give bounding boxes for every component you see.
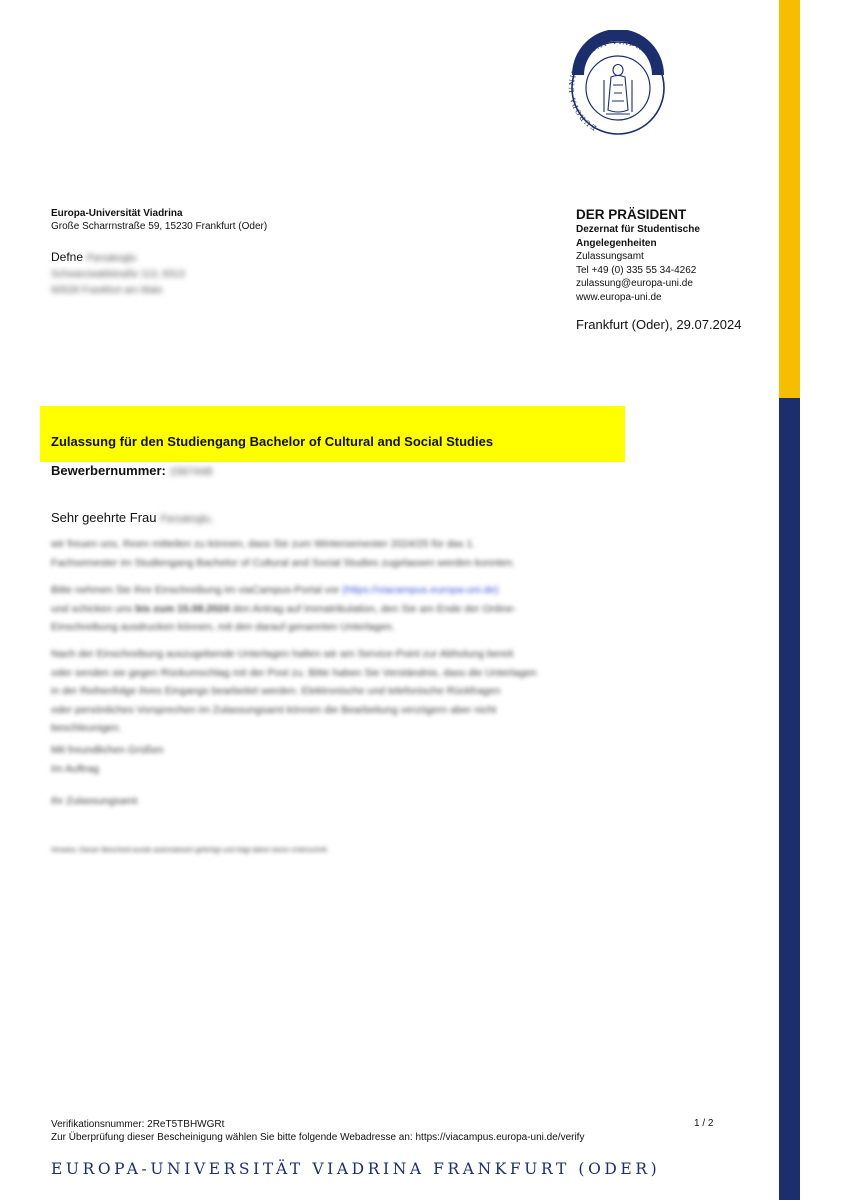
recipient-city: 60528 Frankfurt am Main [51, 285, 163, 296]
applicant-number-line [51, 463, 212, 478]
body-line: wir freuen uns, Ihnen mitteilen zu können, dass Sie zum Wintersemester 2024/25 für das 1. [51, 538, 476, 550]
body-line: oder persönliches Vorsprechen im Zulassungsamt können die Bearbeitung verzögern aber nicht [51, 703, 497, 716]
body-line: Fachsemester im Studiengang Bachelor of Cultural and Social Studies zugelassen werden konnten. [51, 556, 516, 569]
closing-line: Im Auftrag [51, 762, 99, 775]
viacampus-link[interactable]: (https://viacampus.europa-uni.de) [342, 584, 499, 596]
body-line: beschleunigen. [51, 722, 122, 734]
body-paragraph-1 [51, 535, 716, 572]
department-office: Zulassungsamt [576, 251, 644, 262]
university-seal-icon [566, 30, 670, 140]
closing-line: Mit freundlichen Grüßen [51, 744, 164, 756]
body-paragraph-3 [51, 645, 716, 738]
recipient-street: Schwarzwaldstraße 113, 8313 [51, 269, 185, 280]
deadline: bis zum 15.08.2024 [135, 602, 230, 615]
body-line: Bitte nehmen Sie Ihre Einschreibung im viaCampus-Portal vor (https://viacampus.europa-uni.de) [51, 584, 499, 596]
verify-hint: Zur Überprüfung dieser Bescheinigung wählen Sie bitte folgende Webadresse an: https://viacampus.europa-uni.de/verify [51, 1132, 585, 1143]
body-paragraph-2 [51, 581, 716, 637]
sender-address: Große Scharrnstraße 59, 15230 Frankfurt (Oder) [51, 221, 268, 232]
body-line: oder senden sie gegen Rückumschlag mit der Post zu. Bitte haben Sie Verständnis, dass die Unterlagen [51, 666, 537, 679]
applicant-number-label: Bewerbernummer: [51, 463, 166, 478]
body-line: Nach der Einschreibung auszugebende Unterlagen halten wir am Service-Point zur Abholung bereit [51, 648, 514, 660]
salutation-text: Sehr geehrte Frau [51, 510, 157, 525]
department-block [576, 207, 776, 304]
body-line: in der Reihenfolge ihres Eingangs bearbeitet werden. Elektronische und telefonische Rückfragen [51, 685, 501, 697]
department-email: zulassung@europa-uni.de [576, 278, 693, 289]
department-website: www.europa-uni.de [576, 291, 662, 303]
sidebar-stripe-blue [779, 398, 800, 1200]
recipient-address [51, 249, 185, 299]
verification-number: Verifikationsnummer: 2ReT5TBHWGRt [51, 1119, 225, 1130]
body-line: Einschreibung ausdrucken können, mit den darauf genannten Unterlagen. [51, 621, 395, 633]
department-phone: Tel +49 (0) 335 55 34-4262 [576, 264, 697, 276]
letter-date: Frankfurt (Oder), 29.07.2024 [576, 317, 742, 332]
salutation [51, 510, 213, 525]
applicant-number: 1567448 [169, 466, 213, 478]
department-unit-line1: Dezernat für Studentische [576, 224, 700, 235]
automated-note: Hinweis: Dieser Bescheid wurde automatisiert gefertigt und trägt daher keine Unterschrift. [51, 847, 329, 854]
seal-ring-text: EUROPA UNIVERSITÄT VIADRINA [567, 37, 659, 132]
salutation-name: Parsakoglu, [160, 514, 213, 525]
footer-banner: EUROPA-UNIVERSITÄT VIADRINA FRANKFURT (ODER) [51, 1160, 661, 1178]
recipient-last-name: Parsakoglu [86, 253, 137, 264]
president-title: DER PRÄSIDENT [576, 207, 687, 222]
sender-name: Europa-Universität Viadrina [51, 208, 183, 219]
recipient-first-name: Defne [51, 250, 84, 264]
sidebar-stripe-yellow [779, 0, 800, 398]
department-unit-line2: Angelegenheiten [576, 237, 657, 249]
closing [51, 741, 716, 778]
signoff: Ihr Zulassungsamt [51, 795, 138, 807]
footer-verification [51, 1118, 584, 1144]
body-line: und schicken uns bis zum 15.08.2024 den Antrag auf Immatrikulation, den Sie am Ende der Online- [51, 602, 517, 615]
page-number: 1 / 2 [694, 1118, 714, 1129]
letter-subject: Zulassung für den Studiengang Bachelor of Cultural and Social Studies [51, 434, 494, 449]
